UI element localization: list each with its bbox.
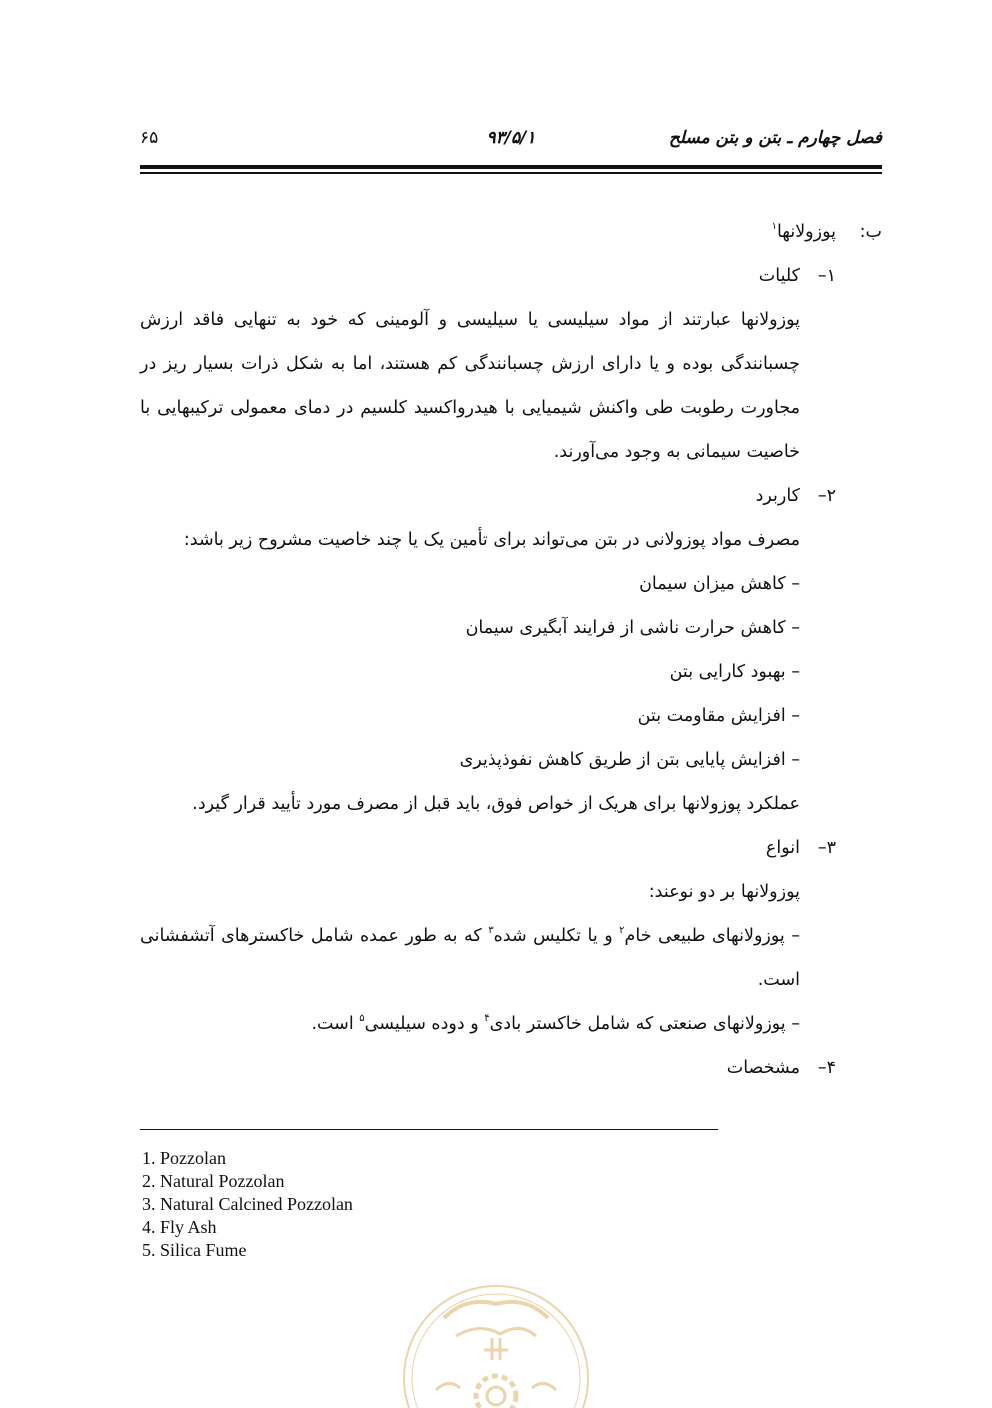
paragraph-line: مصرف مواد پوزولانی در بتن می‌تواند برای تأمین یک یا چند خاصیت مشروح زیر باشد: xyxy=(183,530,800,550)
text-run: – پوزولانهای طبیعی خام xyxy=(624,926,801,946)
footnote: 1. Pozzolan xyxy=(142,1148,226,1168)
text-run: و یا تکلیس شده xyxy=(493,926,620,946)
text-run: و دوده سیلیسی xyxy=(364,1014,485,1034)
footnotes xyxy=(142,1147,353,1262)
list-item-natural xyxy=(140,914,882,958)
footnote: 3. Natural Calcined Pozzolan xyxy=(142,1194,353,1214)
footnote-ref: ۳ xyxy=(488,925,494,936)
text-run: – پوزولانهای صنعتی که شامل خاکستر بادی xyxy=(489,1014,800,1034)
footnote-ref: ۱ xyxy=(771,221,777,232)
gear-seal-icon xyxy=(396,1278,596,1408)
text-run: که به طور عمده شامل خاکسترهای آتشفشانی xyxy=(140,926,489,946)
header-rule-thick xyxy=(140,165,882,169)
paragraph-line: پوزولانها بر دو نوعند: xyxy=(648,882,800,902)
list-item: – کاهش حرارت ناشی از فرایند آبگیری سیمان xyxy=(465,618,800,638)
subsection-title: کلیات xyxy=(758,266,800,286)
footnote: 2. Natural Pozzolan xyxy=(142,1171,285,1191)
subsection-number: ۲– xyxy=(817,486,836,506)
header-rule-thin xyxy=(140,172,882,174)
footnote-ref: ۴ xyxy=(484,1013,490,1024)
footnote-ref: ۲ xyxy=(619,925,625,936)
section-label: ب: xyxy=(859,222,882,242)
paragraph-line: مجاورت رطوبت طی واکنش شیمیایی با هیدرواکسید کلسیم در دمای معمولی ترکیبهایی با xyxy=(140,398,800,418)
chapter-title: فصل چهارم ـ بتن و بتن مسلح xyxy=(668,128,882,148)
subsection-number: ۱– xyxy=(817,266,836,286)
subsection-number: ۳– xyxy=(817,838,836,858)
subsection-heading-specs xyxy=(140,1046,882,1090)
list-item-industrial xyxy=(140,1002,882,1046)
paragraph-line: پوزولانها عبارتند از مواد سیلیسی یا سیلیسی و آلومینی که خود به تنهایی فاقد ارزش xyxy=(140,310,800,330)
subsection-title: مشخصات xyxy=(726,1058,800,1078)
footnote: 5. Silica Fume xyxy=(142,1240,247,1260)
header-date: ۹۳/۵/۱ xyxy=(486,128,536,148)
section-heading xyxy=(140,210,882,254)
subsection-number: ۴– xyxy=(817,1058,836,1078)
footnote-ref: ۵ xyxy=(359,1013,365,1024)
list-item: – بهبود کارایی بتن xyxy=(669,662,800,682)
footnote: 4. Fly Ash xyxy=(142,1217,217,1237)
list-item: – کاهش میزان سیمان xyxy=(639,574,800,594)
subsection-title: انواع xyxy=(765,838,800,858)
text-run: است. xyxy=(311,1014,360,1034)
subsection-heading-usage xyxy=(140,474,882,518)
subsection-title: کاربرد xyxy=(755,486,800,506)
subsection-heading-types xyxy=(140,826,882,870)
subsection-heading-general xyxy=(140,254,882,298)
paragraph-line: است. xyxy=(757,970,800,990)
paragraph-line: چسبانندگی بوده و یا دارای ارزش چسبانندگی کم هستند، اما به شکل ذرات بسیار ریز در xyxy=(140,354,800,374)
paragraph-line: خاصیت سیمانی به وجود می‌آورند. xyxy=(553,442,800,462)
footnote-separator xyxy=(140,1129,718,1130)
list-item: – افزایش مقاومت بتن xyxy=(637,706,800,726)
document-body xyxy=(140,210,882,1090)
paragraph-line: عملکرد پوزولانها برای هریک از خواص فوق، باید قبل از مصرف مورد تأیید قرار گیرد. xyxy=(192,794,800,814)
page-header xyxy=(140,128,882,160)
section-title: پوزولانها xyxy=(776,222,836,242)
list-item: – افزایش پایایی بتن از طریق کاهش نفوذپذیری xyxy=(459,750,800,770)
page-number: ۶۵ xyxy=(140,128,159,148)
